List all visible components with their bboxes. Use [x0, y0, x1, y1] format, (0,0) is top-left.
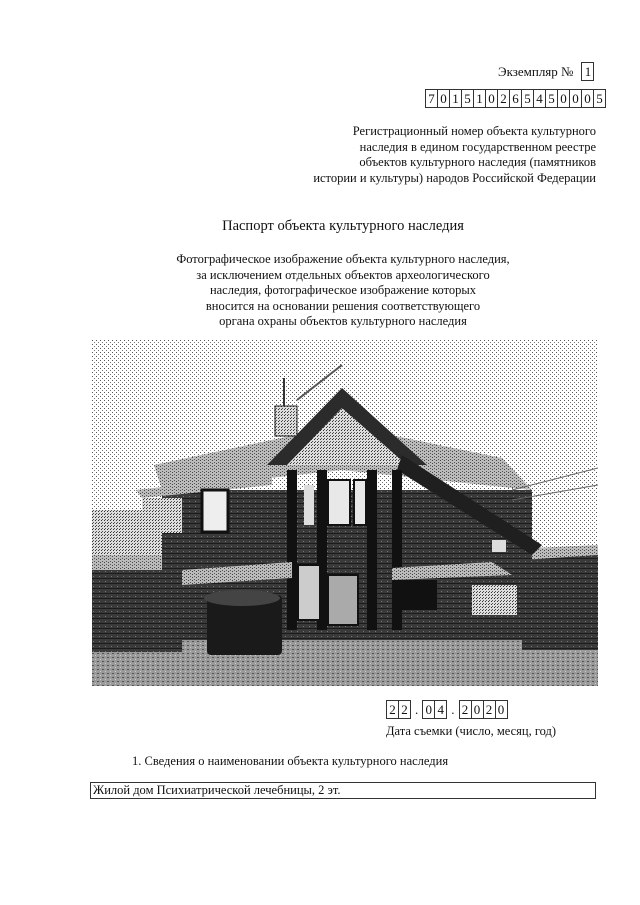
registration-digit-cell: 5: [461, 89, 474, 108]
registration-digit-cell: 1: [473, 89, 486, 108]
registration-caption-line: наследия в едином государственном реестре: [359, 139, 596, 154]
registration-digit-cell: 0: [581, 89, 594, 108]
date-digit-cell: 2: [459, 700, 472, 719]
object-name-field: Жилой дом Психиатрической лечебницы, 2 эт.: [90, 782, 596, 799]
copy-number-row: [498, 62, 594, 81]
photo-date-caption: Дата съемки (число, месяц, год): [386, 724, 557, 738]
registration-digit-cell: 0: [485, 89, 498, 108]
date-day: [386, 700, 411, 719]
date-digit-cell: 2: [398, 700, 411, 719]
section-1-title: 1. Сведения о наименовании объекта культурного наследия: [132, 754, 449, 768]
date-digit-cell: 2: [483, 700, 496, 719]
registration-digit-cell: 5: [545, 89, 558, 108]
page-title: Паспорт объекта культурного наследия: [222, 218, 464, 234]
date-year: [459, 700, 508, 719]
building-photo: [92, 340, 598, 686]
registration-digit-cell: 7: [425, 89, 438, 108]
registration-caption-line: Регистрационный номер объекта культурного: [352, 124, 596, 138]
photo-description: [0, 252, 640, 330]
date-separator: .: [415, 702, 419, 717]
registration-digit-cell: 0: [437, 89, 450, 108]
registration-caption: [256, 124, 596, 186]
registration-digit-cell: 2: [497, 89, 510, 108]
copy-number-cell: 1: [581, 62, 594, 81]
registration-digit-cell: 5: [521, 89, 534, 108]
registration-number: [425, 89, 606, 108]
registration-caption-line: объектов культурного наследия (памятников: [359, 155, 596, 169]
date-separator: .: [451, 702, 455, 717]
copy-label: Экземпляр №: [498, 63, 574, 79]
date-digit-cell: 0: [471, 700, 484, 719]
registration-digit-cell: 0: [557, 89, 570, 108]
registration-digit-cell: 5: [593, 89, 606, 108]
registration-caption-line: истории и культуры) народов Российской Федерации: [313, 170, 596, 185]
photo-date: [386, 700, 508, 719]
photo-description-line: вносится на основании решения соответствующего: [205, 298, 481, 313]
copy-number-box: [581, 62, 594, 81]
date-digit-cell: 0: [495, 700, 508, 719]
photo-description-line: за исключением отдельных объектов археологического: [196, 267, 490, 282]
photo-description-line: органа охраны объектов культурного наследия: [219, 314, 467, 328]
date-month: [422, 700, 447, 719]
photo-description-line: наследия, фотографическое изображение которых: [209, 283, 477, 297]
registration-digit-cell: 0: [569, 89, 582, 108]
date-digit-cell: 0: [422, 700, 435, 719]
registration-digit-cell: 4: [533, 89, 546, 108]
date-digit-cell: 4: [434, 700, 447, 719]
registration-digit-cell: 1: [449, 89, 462, 108]
photo-description-line: Фотографическое изображение объекта культурного наследия,: [176, 252, 510, 266]
registration-digit-cell: 6: [509, 89, 522, 108]
date-digit-cell: 2: [386, 700, 399, 719]
